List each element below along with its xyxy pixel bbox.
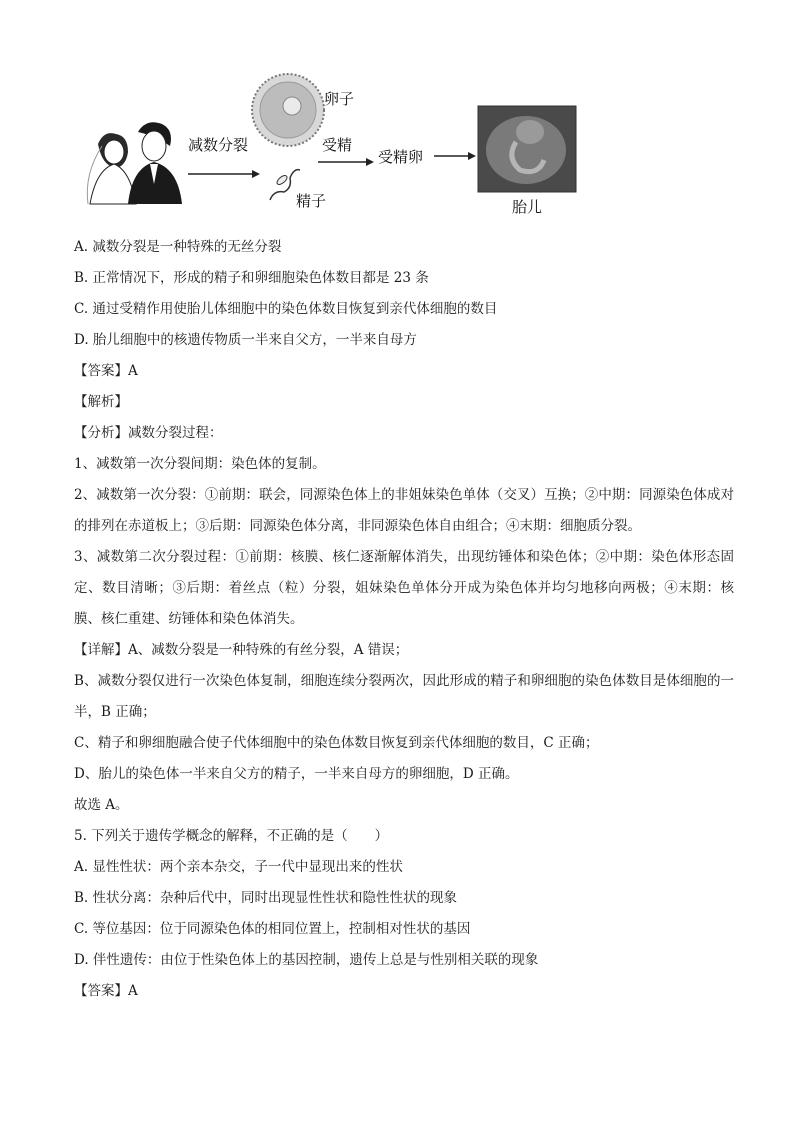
label-meiosis: 减数分裂	[188, 136, 249, 154]
conclusion: 故选 A。	[74, 797, 129, 813]
fetus-illustration	[478, 106, 576, 192]
q5-answer: 【答案】A	[74, 983, 138, 999]
arrow-meiosis	[188, 170, 260, 178]
detail-c: C、精子和卵细胞融合使子代体细胞中的染色体数目恢复到亲代体细胞的数目，C 正确；	[74, 735, 599, 751]
arrow-to-fetus	[434, 152, 476, 160]
option-b: B. 正常情况下，形成的精子和卵细胞染色体数目都是 23 条	[74, 270, 429, 286]
option-d: D. 胎儿细胞中的核遗传物质一半来自父方，一半来自母方	[74, 332, 417, 348]
detail-a: 【详解】A、减数分裂是一种特殊的有丝分裂，A 错误；	[74, 642, 409, 658]
analysis-point-2: 2、减数第一次分裂：①前期：联会，同源染色体上的非姐妹染色单体（交叉）互换；②中期：同源染色体成对的排列在赤道板上；③后期：同源染色体分离，非同源染色体自由组合；④末期：细胞质分裂。	[74, 487, 734, 534]
detail-b: B、减数分裂仅进行一次染色体复制，细胞连续分裂两次，因此形成的精子和卵细胞的染色体数目是体细胞的一半，B 正确；	[74, 673, 734, 720]
couple-illustration	[87, 122, 182, 204]
option-a: A. 减数分裂是一种特殊的无丝分裂	[74, 239, 282, 255]
answer: 【答案】A	[74, 363, 138, 379]
option-c: C. 通过受精作用使胎儿体细胞中的染色体数目恢复到亲代体细胞的数目	[74, 301, 498, 317]
q5-option-c: C. 等位基因：位于同源染色体的相同位置上，控制相对性状的基因	[74, 921, 471, 937]
label-sperm: 精子	[296, 192, 327, 210]
label-fertilization: 受精	[322, 136, 353, 154]
analysis-point-3: 3、减数第二次分裂过程：①前期：核膜、核仁逐渐解体消失，出现纺锤体和染色体；②中期：染色体形态固定、数目清晰；③后期：着丝点（粒）分裂，姐妹染色单体分开成为染色体并均匀地移向两极；④末期：核膜、核仁重建、纺锤体和染色体消失。	[74, 549, 734, 627]
detail-d: D、胎儿的染色体一半来自父方的精子，一半来自母方的卵细胞，D 正确。	[74, 766, 519, 782]
q5-option-a: A. 显性性状：两个亲本杂交，子一代中显现出来的性状	[74, 859, 403, 875]
document-body	[74, 232, 734, 1007]
q5-option-b: B. 性状分离：杂种后代中，同时出现显性性状和隐性性状的现象	[74, 890, 458, 906]
egg-cell-illustration	[252, 74, 324, 146]
explanation-heading: 【解析】	[74, 394, 128, 410]
label-egg: 卵子	[324, 90, 355, 108]
arrow-fertilization	[318, 158, 374, 166]
label-fetus: 胎儿	[512, 198, 543, 216]
analysis-point-1: 1、减数第一次分裂间期：染色体的复制。	[74, 456, 326, 472]
q5-option-d: D. 伴性遗传：由位于性染色体上的基因控制，遗传上总是与性别相关联的现象	[74, 952, 539, 968]
analysis-heading: 【分析】减数分裂过程：	[74, 425, 223, 441]
fertilization-diagram	[70, 72, 590, 222]
question-5: 5. 下列关于遗传学概念的解释，不正确的是（ ）	[74, 828, 389, 844]
label-zygote: 受精卵	[378, 148, 424, 166]
